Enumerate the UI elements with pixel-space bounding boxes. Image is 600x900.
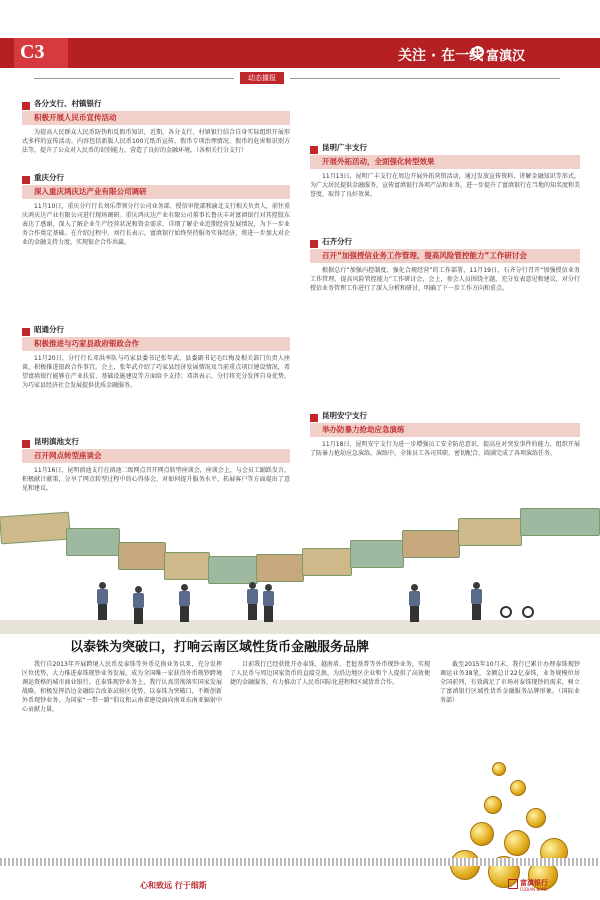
pedestrian-icon (470, 582, 483, 620)
coin-icon (484, 796, 502, 814)
pedestrian-icon (408, 584, 421, 622)
bicycle-icon (500, 602, 534, 618)
bank-logo-icon (508, 879, 518, 889)
article-org: 重庆分行 (34, 173, 64, 182)
banknote-icon (256, 554, 304, 582)
article-org: 昆明滇池支行 (34, 437, 79, 446)
banknote-icon (302, 548, 352, 576)
article-title: 积极推进与巧家县政府银政合作 (22, 337, 290, 351)
article-org: 各分支行、村镇银行 (34, 99, 102, 108)
banknote-icon (350, 540, 404, 568)
bank-name-en: FUDIAN BANK (520, 887, 548, 892)
footer-slogan: 心和致远 行于细斯 (140, 881, 207, 890)
article-2 (22, 170, 290, 247)
article-3 (22, 322, 290, 390)
banknote-icon (520, 508, 600, 536)
article-marker-icon (22, 328, 30, 336)
coin-icon (470, 822, 494, 846)
coin-icon (492, 762, 506, 776)
article-body: 11月20日，分行行长邓洪率队与巧家县委书记张年武、县委副书记毛红梅及相关部门负责人座谈，积极推进银政合作事宜。会上，张年武介绍了巧家县经济发展情况及当前重点项目建设情况，希望富滇银行能够在产业扶贫、基础设施建设等方面给予支持；邓洪表示，分行将充分发挥自身优势，为巧家县经济社会发展提供优质金融服务。 (22, 355, 290, 389)
banknote-icon (66, 528, 120, 556)
banknote-icon (0, 512, 71, 545)
coin-icon (526, 808, 546, 828)
brand-name: 富滇汉 (486, 49, 526, 64)
article-body: 为提高人民群众人民币防伪和反假币知识，近期，各分支行、村镇银行结合自身实际组织开展形式多样的宣传活动。内容包括新版人民币100元纸币宣传、假币专项治理情况、假币的危害和识别方法等，提升了公众对人民币的识别能力，营造了良好的金融环境。（各相关行分支行） (22, 129, 290, 154)
page-number: C3 (20, 41, 45, 63)
article-body: 11月16日，昆明滇池支行在滇池二级网点召开网点转型座谈会，座谈会上，与会员工踊跃发言，积极献计献策，分享了网点转型过程中的心得体会，对如何提升服务水平、拓展客户等方面提出了意见和建议。 (22, 467, 290, 492)
banknote-icon (402, 530, 460, 558)
zipper-divider (0, 858, 600, 866)
banknote-icon (208, 556, 258, 584)
article-body: 11月10日，重庆分行行长刘乐带领分行公司业务部、授信审批部和渝北支行相关负责人，前往重庆鸿庆达产业有限公司进行现场调研。重庆鸿庆达产业有限公司董事长鲁庆丰对富滇银行对其控股东表达了感谢，深入了解企业生产经营状况和资金需求，详细了解企业近期经营发展情况，为下一步业务合作奠定基础。在介绍过程中，刘行长表示，富滇银行始终坚持服务实体经济，将进一步加大对企业的金融支持力度，实现银企合作共赢。 (22, 203, 290, 246)
article-marker-icon (22, 440, 30, 448)
article-marker-icon (310, 240, 318, 248)
article-title: 开展外拓活动，全面强化转型效果 (310, 155, 580, 169)
article-title: 深入重庆鸿庆达产业有限公司调研 (22, 185, 290, 199)
article-org: 昆明安宁支行 (322, 411, 367, 420)
article-title: 举办防暴力抢劫应急演练 (310, 423, 580, 437)
bank-name: 富滇银行 (520, 879, 548, 887)
banknote-icon (458, 518, 522, 546)
brand-logo-icon (472, 46, 484, 58)
article-4 (22, 434, 290, 493)
article-org: 昆明广丰支行 (322, 143, 367, 152)
section-title: 关注 · 在一线 (398, 48, 484, 64)
banknote-icon (118, 542, 166, 570)
article-marker-icon (22, 176, 30, 184)
main-article-col2: 目前我行已经获批开办泰铢、越南盾、老挝基普等外币现钞业务，实现了人民币与周边国家货币的直接兑换，为沿边地区企业和个人提供了高效便捷的金融服务，有力推动了人民币国际化进程和区域货币合作。 (230, 661, 430, 686)
pedestrian-icon (132, 586, 145, 624)
article-title: 积极开展人民币宣传活动 (22, 111, 290, 125)
article-6 (310, 234, 580, 293)
article-body: 11月13日，昆明广丰支行在周边开展外拓营销活动，通过发放宣传资料、讲解金融知识等形式，为广大居民提供金融服务，宣传富滇银行各项产品和业务，进一步提升了富滇银行在当地的知名度和美誉度，取得了良好效果。 (310, 173, 581, 198)
article-marker-icon (22, 102, 30, 110)
pedestrian-icon (262, 584, 275, 622)
pedestrian-icon (246, 582, 259, 620)
dynamic-badge: 动态播报 (240, 72, 284, 84)
banner-illustration (0, 498, 600, 634)
pedestrian-icon (96, 582, 109, 620)
divider-right (290, 78, 560, 79)
article-title: 召开网点转型座谈会 (22, 449, 290, 463)
article-org: 昭通分行 (34, 325, 64, 334)
article-org: 石齐分行 (322, 237, 352, 246)
banknote-icon (164, 552, 210, 580)
divider-left (34, 78, 234, 79)
article-5 (310, 140, 580, 199)
article-1 (22, 96, 290, 155)
pedestrian-icon (178, 584, 191, 622)
main-article-col3: 截至2015年10月末，我行已累计办理泰铢现钞调运业务38笔，金额总计22亿泰铢，业务规模位居全国前列，有效满足了市场对泰铢现钞的需求，树立了富滇银行区域性货币金融服务品牌形象。（国际业务部） (440, 661, 580, 704)
ground-strip (0, 620, 600, 634)
article-title: 召开“加强授信业务工作管理、提高风险管控能力”工作研讨会 (310, 249, 580, 263)
article-body: 11月18日，昆明安宁支行为进一步增强员工安全防范意识，提高应对突发事件的能力，组织开展了防暴力抢劫应急演练。演练中，全体员工各司其职、密切配合，圆满完成了各项演练任务。 (310, 441, 580, 457)
article-body: 根据总行“加强内控制度、强化合规经营”的工作部署，11月19日，石齐分行召开“加强授信业务工作管理、提高风险管控能力”工作研讨会，会上，参会人员围绕主题，充分发表意见和建议，对分行授信业务管理工作进行了深入分析和研讨，明确了下一步工作方向和重点。 (310, 267, 580, 292)
article-7 (310, 408, 580, 458)
coin-icon (510, 780, 526, 796)
main-article-col1: 我行自2013年开展跨境人民币及泰铢等外币兑换业务以来，充分发挥区位优势，大力推进泰铢现钞业务发展，成为全国唯一家获得外币现钞跨境调运资格的城市商业银行。在泰铢现钞业务上，我行认真贯彻落实国家发展战略，积极发挥沿边金融综合改革试验区优势，以泰铢为突破口，不断创新外币现钞业务，为国家“一带一路”倡议和云南省建设面向南亚东南亚辐射中心贡献力量。 (22, 661, 222, 713)
article-marker-icon (310, 414, 318, 422)
article-marker-icon (310, 146, 318, 154)
main-headline: 以泰铢为突破口，打响云南区域性货币金融服务品牌 (70, 639, 370, 654)
coin-icon (504, 830, 530, 856)
